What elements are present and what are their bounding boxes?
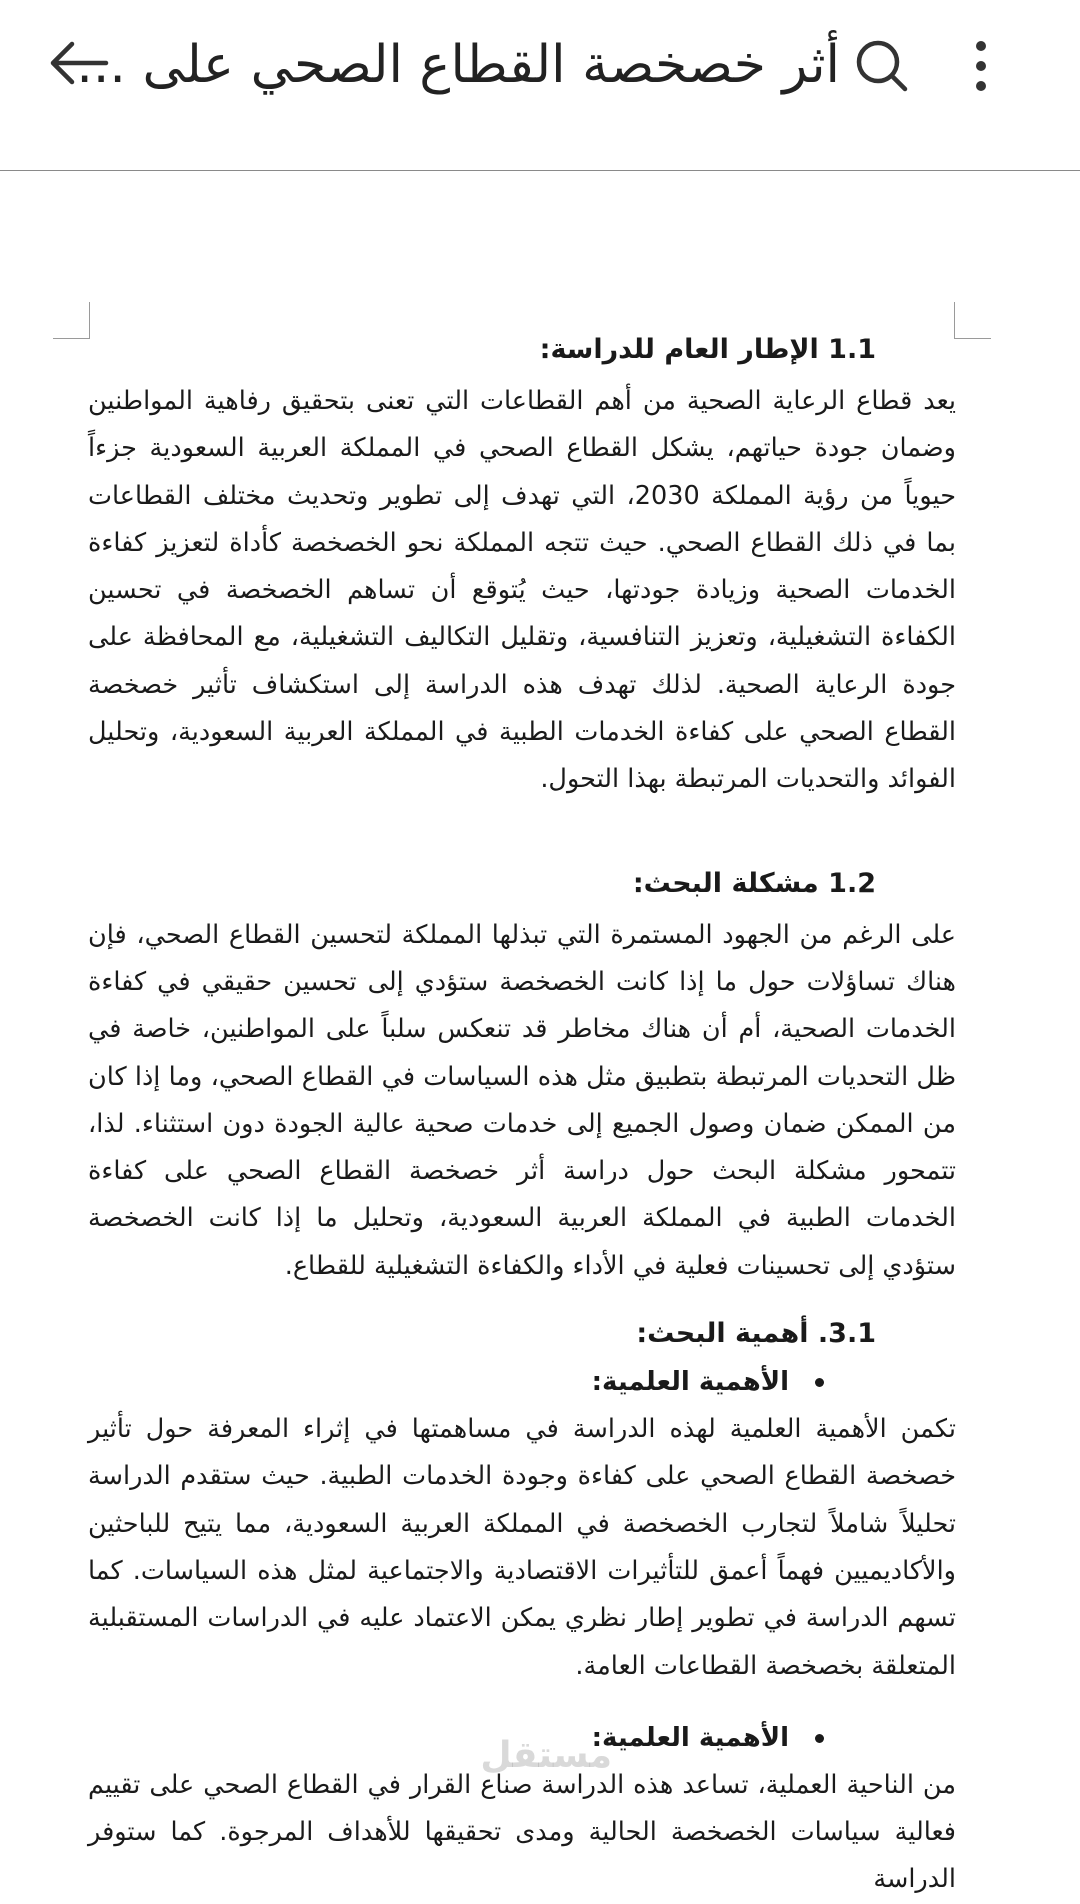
top-app-bar bbox=[0, 0, 1080, 171]
watermark-logo: مستقل bbox=[480, 1735, 612, 1776]
paragraph-framework: يعد قطاع الرعاية الصحية من أهم القطاعات التي تعنى بتحقيق رفاهية المواطنين وضمان جودة حياتهم، يشكل القطاع الصحي في المملكة العربية السعودية جزءاً حيوياً من رؤية المملكة 2030، التي تهدف إلى تطوير وتحديث مختلف القطاعات بما في ذلك القطاع الصحي. حيث تتجه المملكة نحو الخصخصة كأداة لتعزيز كفاءة الخدمات الصحية وزيادة جودتها، حيث يُتوقع أن تساهم الخصخصة في تحسين الكفاءة التشغيلية، وتعزيز التنافسية، وتقليل التكاليف التشغيلية، مع المحافظة على جودة الرعاية الصحية. لذلك تهدف هذه الدراسة إلى استكشاف تأثير خصخصة القطاع الصحي على كفاءة الخدمات الطبية في المملكة العربية السعودية، وتحليل الفوائد والتحديات المرتبطة بهذا التحول. bbox=[88, 386, 956, 795]
more-vertical-icon bbox=[966, 38, 996, 94]
search-button[interactable] bbox=[854, 38, 910, 94]
section-heading-importance: 3.1. أهمية البحث: bbox=[636, 1318, 876, 1350]
document-body bbox=[88, 326, 956, 1904]
paragraph-practical-importance: من الناحية العملية، تساعد هذه الدراسة صناع القرار في القطاع الصحي على تقييم فعالية سياسات الخصخصة الحالية ومدى تحقيقها للأهداف المرجوة. كما ستوفر الدراسة bbox=[88, 1769, 956, 1895]
section-heading-framework: 1.1 الإطار العام للدراسة: bbox=[539, 334, 876, 365]
bullet-icon bbox=[815, 1378, 824, 1387]
bullet-label: الأهمية العلمية: bbox=[591, 1722, 789, 1753]
bullet-item-scientific bbox=[88, 1358, 956, 1406]
more-options-button[interactable] bbox=[966, 38, 996, 94]
document-title: أثر خصخصة القطاع الصحي على ... bbox=[76, 35, 840, 95]
section-heading-problem: 1.2 مشكلة البحث: bbox=[632, 867, 876, 899]
bullet-label: الأهمية العلمية: bbox=[591, 1367, 789, 1398]
bullet-icon bbox=[815, 1734, 824, 1743]
search-icon bbox=[854, 38, 910, 94]
paragraph-problem: على الرغم من الجهود المستمرة التي تبذلها المملكة لتحسين القطاع الصحي، فإن هناك تساؤلات حول ما إذا كانت الخصخصة ستؤدي إلى تحسين حقيقي في كفاءة الخدمات الصحية، أم أن هناك مخاطر قد تنعكس سلباً على المواطنين، خاصة في ظل التحديات المرتبطة بتطبيق مثل هذه السياسات في القطاع الصحي، وما إذا كان من الممكن ضمان وصول الجميع إلى خدمات صحية عالية الجودة دون استثناء. لذا، تتمحور مشكلة البحث حول دراسة أثر خصخصة القطاع الصحي على كفاءة الخدمات الطبية في المملكة العربية السعودية، وتحليل ما إذا كانت الخصخصة ستؤدي إلى تحسينات فعلية في الأداء والكفاءة التشغيلية للقطاع. bbox=[88, 919, 956, 1281]
page-corner-mark-right bbox=[954, 302, 991, 339]
page-corner-mark-left bbox=[53, 302, 90, 339]
paragraph-scientific-importance: تكمن الأهمية العلمية لهذه الدراسة في مساهمتها في إثراء المعرفة حول تأثير خصخصة القطاع الصحي على كفاءة وجودة الخدمات الطبية. حيث ستقدم الدراسة تحليلاً شاملاً لتجارب الخصخصة في المملكة العربية السعودية، مما يتيح للباحثين والأكاديميين فهماً أعمق للتأثيرات الاقتصادية والاجتماعية لمثل هذه السياسات. كما تسهم الدراسة في تطوير إطار نظري يمكن الاعتماد عليه في الدراسات المستقبلية المتعلقة بخصخصة القطاعات العامة. bbox=[88, 1414, 956, 1681]
